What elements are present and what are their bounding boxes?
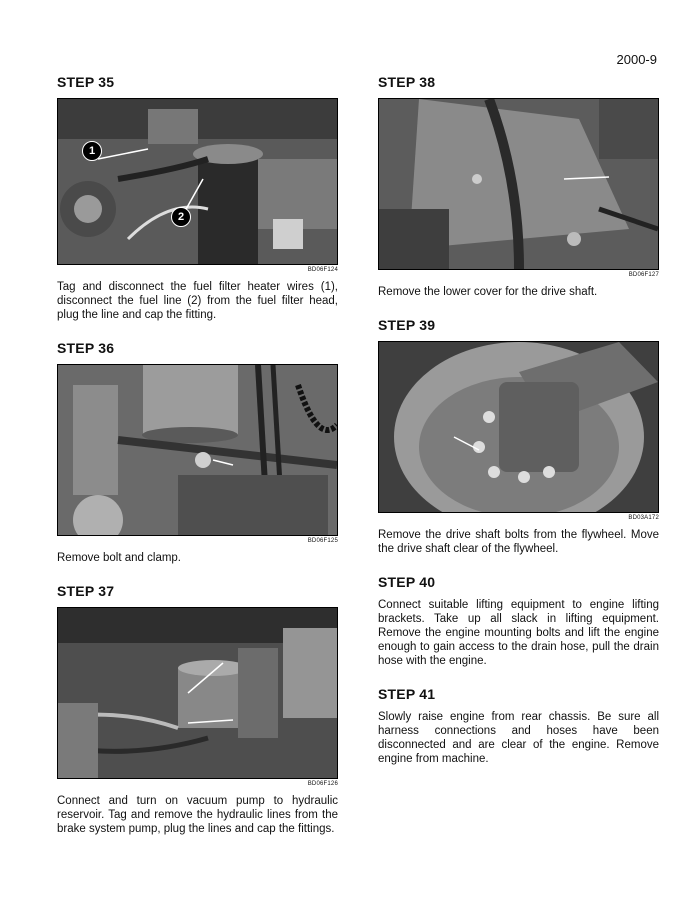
figure-id: BD06F124 [307, 267, 338, 273]
step-41-text: Slowly raise engine from rear chassis. Be sure all harness connections and hoses have been disconnected and are clear of the engine. Remove engine from machine. [378, 711, 659, 765]
step-35 [57, 74, 338, 322]
step-40 [378, 574, 659, 668]
page-number: 2000-9 [616, 52, 657, 67]
step-39-photo [378, 341, 659, 513]
figure-id: BD03A172 [628, 515, 659, 521]
step-36-text: Remove bolt and clamp. [57, 552, 182, 564]
step-36-title: STEP 36 [57, 340, 115, 356]
step-38-photo [378, 98, 659, 270]
step-41-title: STEP 41 [378, 686, 436, 702]
step-38-text: Remove the lower cover for the drive shaft. [378, 286, 598, 298]
step-36 [57, 340, 338, 565]
step-37-text: Connect and turn on vacuum pump to hydraulic reservoir. Tag and remove the hydraulic lines from the brake system pump, plug the lines and cap the fittings. [57, 795, 338, 835]
step-37 [57, 583, 338, 836]
left-column [57, 74, 338, 854]
callout-1: 1 [82, 141, 102, 161]
step-40-text: Connect suitable lifting equipment to engine lifting brackets. Take up all slack in lifting equipment. Remove the engine mounting bolts and lift the engine enough to gain access to the drain hose, pull the drain hose with the engine. [378, 599, 659, 667]
callout-2: 2 [171, 207, 191, 227]
step-36-photo [57, 364, 338, 536]
step-39-title: STEP 39 [378, 317, 436, 333]
step-35-title: STEP 35 [57, 74, 115, 90]
step-38-title: STEP 38 [378, 74, 436, 90]
step-35-text: Tag and disconnect the fuel filter heater wires (1), disconnect the fuel line (2) from the fuel filter head, plug the line and cap the fitting. [57, 281, 338, 321]
step-37-photo [57, 607, 338, 779]
figure-id: BD06F126 [307, 781, 338, 787]
right-column [378, 74, 659, 784]
step-40-title: STEP 40 [378, 574, 436, 590]
step-41 [378, 686, 659, 766]
figure-id: BD06F127 [628, 272, 659, 278]
step-35-photo [57, 98, 338, 265]
step-38 [378, 74, 659, 299]
step-39 [378, 317, 659, 556]
figure-id: BD06F125 [307, 538, 338, 544]
step-39-text: Remove the drive shaft bolts from the flywheel. Move the drive shaft clear of the flywheel. [378, 529, 659, 555]
step-37-title: STEP 37 [57, 583, 115, 599]
